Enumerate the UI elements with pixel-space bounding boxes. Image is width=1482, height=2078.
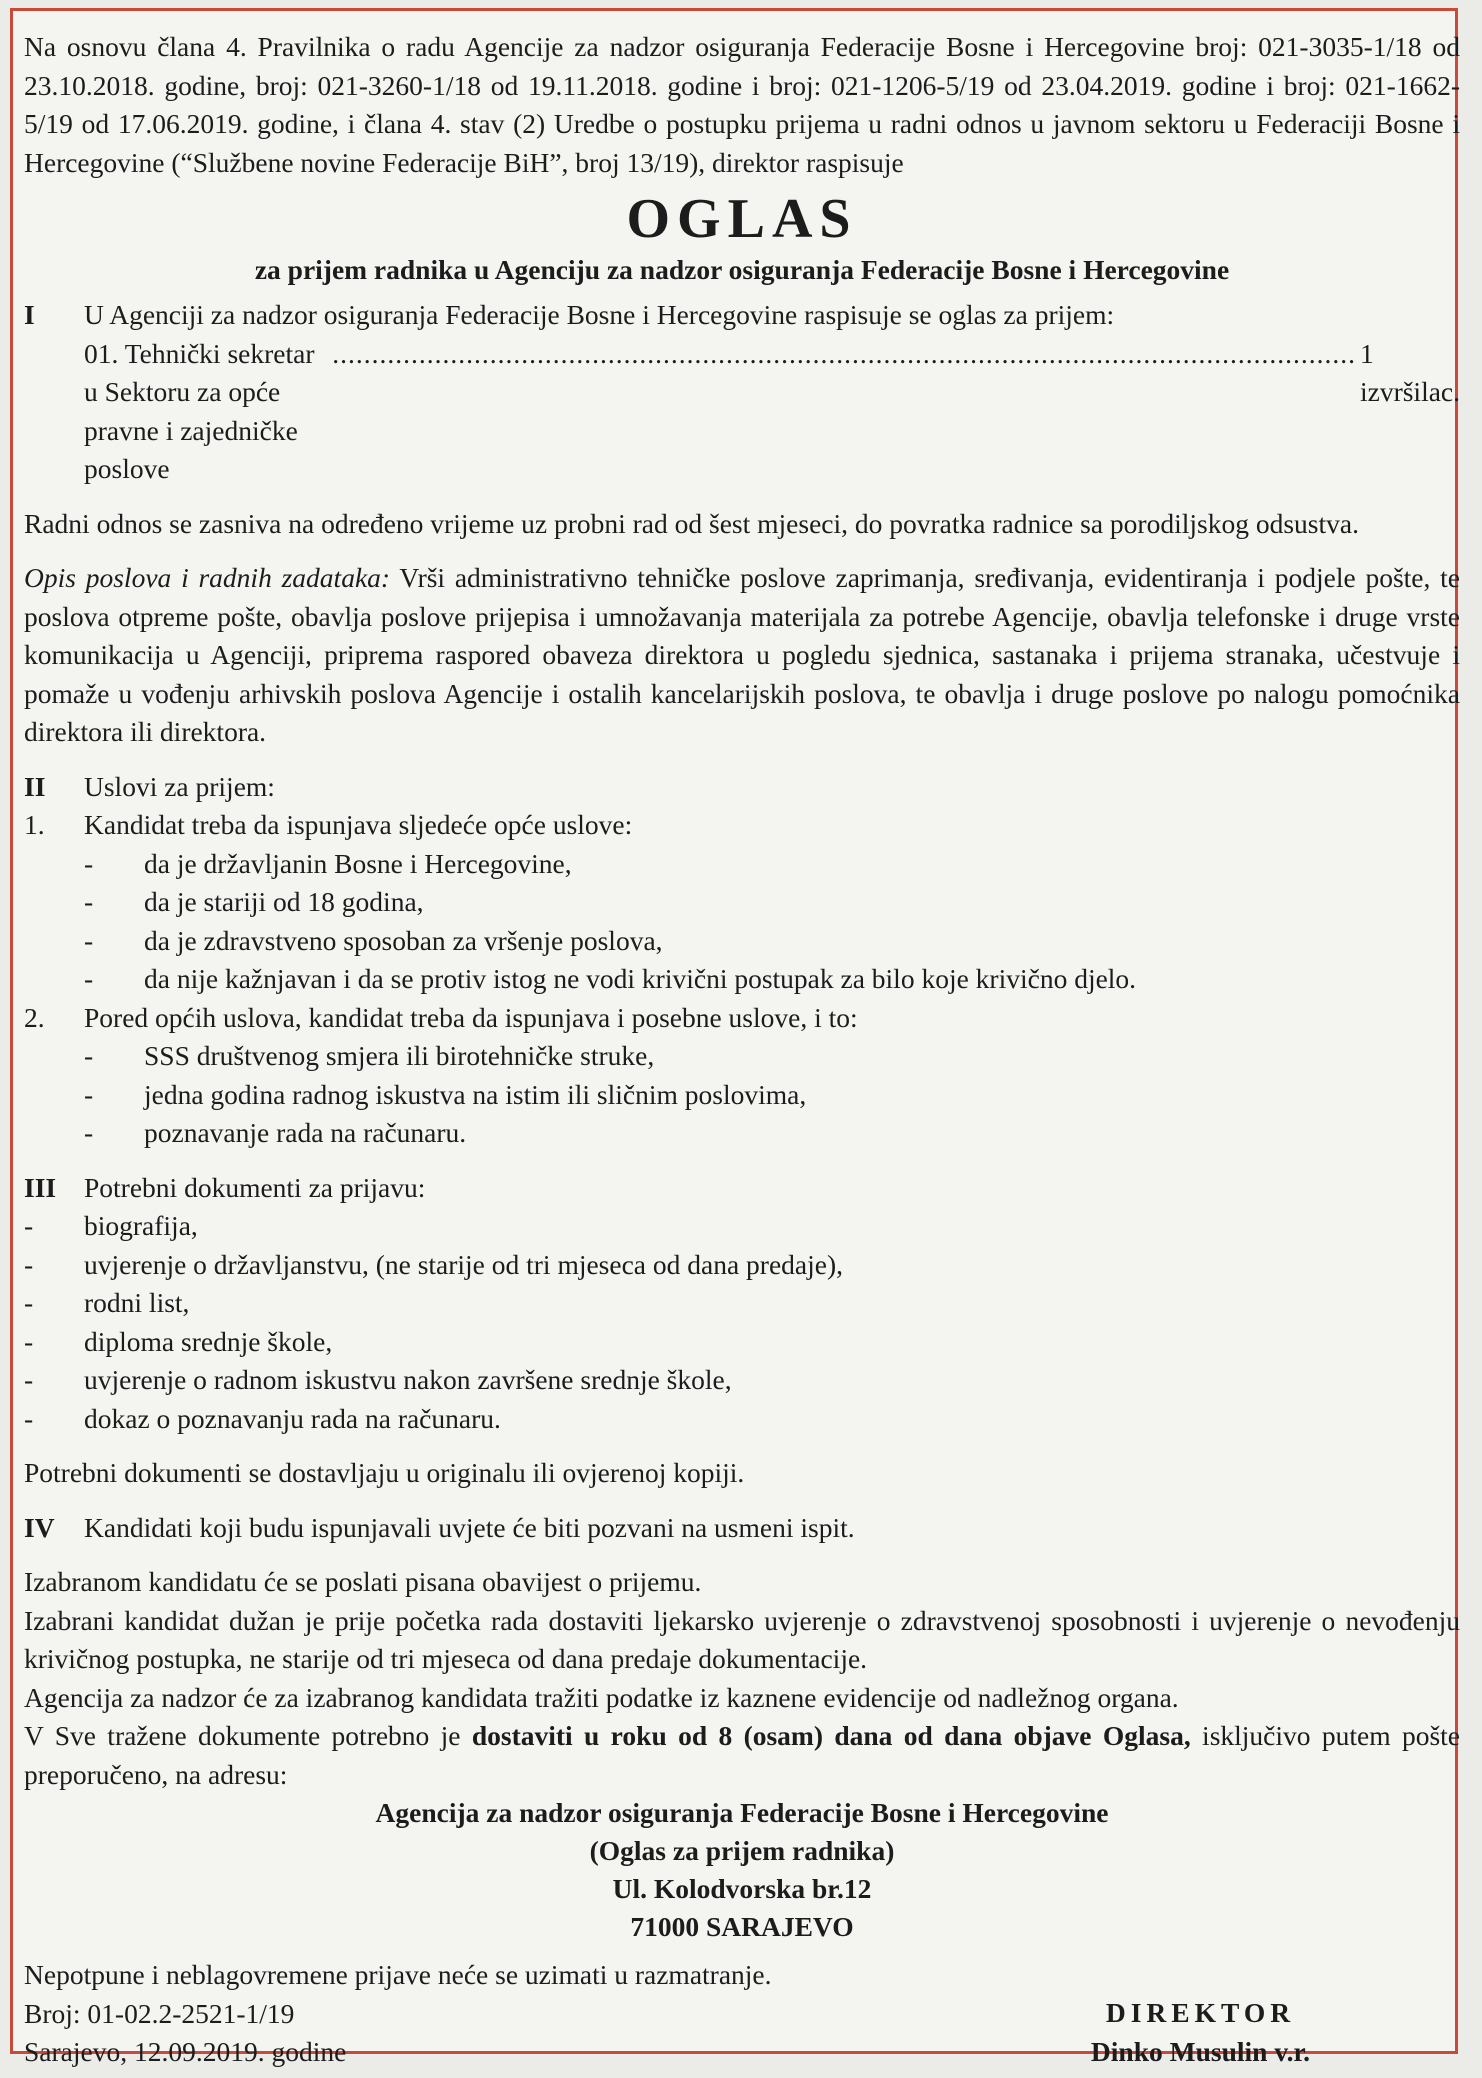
list-item: - dokaz o poznavanju rada na računaru.: [24, 1402, 501, 1434]
submission-paragraph: V Sve tražene dokumente potrebno je dostaviti u roku od 8 (osam) dana od dana objave Oglasa, isključivo putem pošte preporučeno, na adresu:: [24, 1720, 1460, 1790]
section-3-numeral: III: [24, 1171, 57, 1203]
place-date: Sarajevo, 12.09.2019. godine: [24, 2036, 347, 2067]
duties-label: Opis poslova i radnih zadataka:: [24, 562, 391, 593]
intro-paragraph: Na osnovu člana 4. Pravilnika o radu Agencije za nadzor osiguranja Federacije Bosne i Hercegovine broj: 021-3035-1/18 od 23.10.2018. godine, broj: 021-3260-1/18 od 19.11.2018. godine i broj: 021-1206-5/19 od 23.04.2019. godine i broj: 021-1662-5/19 od 17.06.2019. godine, i člana 4. stav (2) Uredbe o postupku prijema u radni odnos u javnom sektoru u Federaciji Bosne i Hercegovine (“Službene novine Federacije BiH”, broj 13/19), direktor raspisuje: [24, 31, 1460, 178]
section-1-numeral: I: [24, 299, 35, 330]
list-item: - da je zdravstveno sposoban za vršenje poslova,: [84, 924, 663, 956]
duties-text: Vrši administrativno tehničke poslove zaprimanja, sređivanja, evidentiranja i podjele pošte, te poslova otpreme pošte, obavlja poslove prijepisa i umnožavanja materijala za potrebe Agencije, obavlja telefonske i druge vrste komunikacija u Agenciji, priprema raspored obaveza direktora u pogledu sjednica, sastanaka i prijema stranaka, učestvuje i pomaže u vođenju arhivskih poslova Agencije i ostalih kancelarijskih poslova, te obavlja i druge poslove po nalogu pomoćnika direktora ili direktora.: [24, 562, 1460, 747]
general-conditions: [24, 806, 1460, 845]
list-item: - diploma srednje škole,: [24, 1325, 333, 1357]
section-1: [24, 296, 1460, 335]
list-item: - SSS društvenog smjera ili birotehničke struke,: [84, 1040, 655, 1071]
section-1-text: U Agenciji za nadzor osiguranja Federacije Bosne i Hercegovine raspisuje se oglas za prijem:: [84, 299, 1115, 330]
notice-records: Agencija za nadzor će za izabranog kandidata tražiti podatke iz kaznene evidencije od nadležnog organa.: [24, 1681, 1179, 1713]
section-3-title: Potrebni dokumenti za prijavu:: [84, 1171, 426, 1203]
ad-title: OGLAS: [626, 188, 858, 250]
section-4-text: Kandidati koji budu ispunjavali uvjete će biti pozvani na usmeni ispit.: [84, 1511, 855, 1543]
section-2: [24, 768, 1460, 807]
closing-note: Nepotpune i neblagovremene prijave neće se uzimati u razmatranje.: [24, 1959, 772, 1990]
mailing-address: [24, 1794, 1460, 1946]
footer: [24, 1956, 1460, 2078]
notice-medical: Izabrani kandidat dužan je prije početka rada dostaviti ljekarsko uvjerenje o zdravstvenoj sposobnosti i uvjerenje o nevođenju krivičnog postupka, ne starije od tri mjeseca od dana predaje dokumentacije.: [24, 1604, 1460, 1674]
position-title: 01. Tehnički sekretar u Sektoru za opće pravne i zajedničke poslove: [84, 337, 315, 484]
list-item: - uvjerenje o radnom iskustvu nakon završene srednje škole,: [24, 1364, 732, 1395]
list-item: - da je stariji od 18 godina,: [84, 886, 424, 917]
list-item: - jedna godina radnog iskustva na istim ili sličnim poslovima,: [84, 1078, 807, 1110]
section-3: [24, 1169, 1460, 1208]
signature-name: Dinko Musulin v.r.: [1090, 2035, 1310, 2067]
position-line: [24, 335, 1460, 489]
submission-deadline: dostaviti u roku od 8 (osam) dana od dana objave Oglasa,: [471, 1720, 1191, 1751]
special-conditions-title: Pored općih uslova, kandidat treba da ispunjava i posebne uslove, i to:: [84, 1001, 858, 1033]
special-conditions: [24, 999, 1460, 1038]
general-conditions-title: Kandidat treba da ispunjava sljedeće opće uslove:: [84, 809, 633, 840]
duties-paragraph: [24, 559, 1460, 752]
list-item: - poznavanje rada na računaru.: [84, 1117, 467, 1148]
section-2-numeral: II: [24, 770, 46, 802]
employment-paragraph: Radni odnos se zasniva na određeno vrijeme uz probni rad od šest mjeseci, do povratka radnice sa porodiljskog odsustva.: [24, 507, 1359, 539]
list-item: - da nije kažnjavan i da se protiv istog ne vodi krivični postupak za bilo koje krivično djelo.: [84, 963, 1137, 994]
signature-title: DIREKTOR: [1105, 1997, 1296, 2028]
position-leader-dots: ..................................................................................................................................: [332, 337, 1356, 369]
section-4-numeral: IV: [24, 1511, 55, 1543]
documents-note: Potrebni dokumenti se dostavljaju u originalu ili ovjerenoj kopiji.: [24, 1457, 745, 1488]
notice-selection: Izabranom kandidatu će se poslati pisana obavijest o prijemu.: [24, 1566, 702, 1597]
list-item: - uvjerenje o državljanstvu, (ne starije od tri mjeseca od dana predaje),: [24, 1248, 843, 1280]
general-conditions-number: 1.: [24, 809, 45, 840]
position-count: 1 izvršilac.: [1359, 337, 1460, 407]
list-item: - rodni list,: [24, 1287, 190, 1318]
job-ad: [24, 28, 1460, 2078]
address-line: Ul. Kolodvorska br.12: [612, 1873, 872, 1904]
special-conditions-number: 2.: [24, 1001, 45, 1033]
address-line: 71000 SARAJEVO: [630, 1911, 854, 1942]
list-item: - biografija,: [24, 1210, 198, 1241]
list-item: - da je državljanin Bosne i Hercegovine,: [84, 847, 572, 879]
section-4: [24, 1509, 1460, 1548]
address-line: (Oglas za prijem radnika): [589, 1835, 895, 1866]
signature-block: [1091, 1994, 1310, 2071]
ad-subtitle: za prijem radnika u Agenciju za nadzor osiguranja Federacije Bosne i Hercegovine: [254, 254, 1230, 285]
section-2-title: Uslovi za prijem:: [84, 770, 275, 802]
reference-number: Broj: 01-02.2-2521-1/19: [24, 1997, 295, 2029]
address-line: Agencija za nadzor osiguranja Federacije Bosne i Hercegovine: [375, 1797, 1109, 1828]
